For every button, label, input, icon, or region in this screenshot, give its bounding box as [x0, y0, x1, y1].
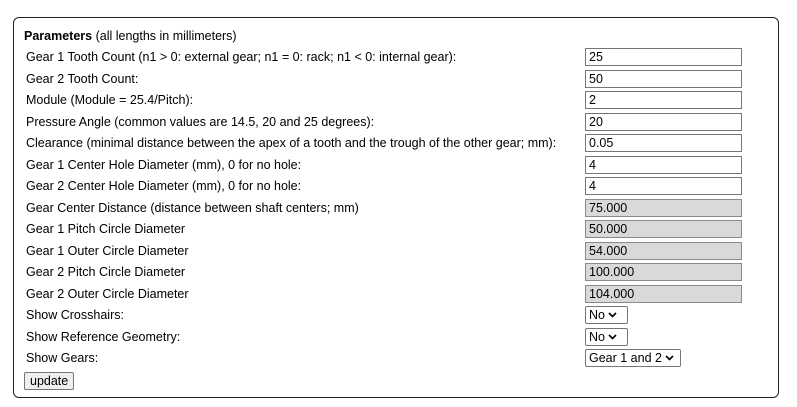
update-button[interactable]: update [24, 372, 74, 390]
module-label: Module (Module = 25.4/Pitch): [26, 93, 194, 107]
gear1-pitch-output [585, 220, 742, 238]
pressure-angle-input[interactable] [585, 113, 742, 131]
legend-title: Parameters [24, 29, 93, 43]
module-input[interactable] [585, 91, 742, 109]
row-clearance [14, 133, 778, 154]
row-gear2-outer [14, 284, 778, 305]
show-reference-label: Show Reference Geometry: [26, 329, 181, 344]
row-gear2-tooth-count [14, 69, 778, 90]
show-gears-value: Gear 1 and 2 [589, 351, 662, 365]
center-distance-output [585, 199, 742, 217]
row-gear1-hole [14, 155, 778, 176]
show-reference-select[interactable] [585, 328, 628, 346]
gear1-pitch-label: Gear 1 Pitch Circle Diameter [26, 222, 186, 236]
gear1-tooth-count-label: Gear 1 Tooth Count (n1 > 0: external gear; n1 = 0: rack; n1 < 0: internal gear): [26, 50, 457, 64]
gear2-tooth-count-input[interactable] [585, 70, 742, 88]
show-crosshairs-label: Show Crosshairs: [26, 308, 124, 322]
row-gear2-hole [14, 176, 778, 197]
show-crosshairs-value: No [589, 308, 605, 322]
row-gear1-pitch [14, 219, 778, 240]
gear2-tooth-count-label: Gear 2 Tooth Count: [26, 71, 139, 86]
gear2-pitch-output [585, 263, 742, 281]
row-show-crosshairs [14, 305, 778, 326]
show-crosshairs-select[interactable] [585, 306, 628, 324]
row-gear1-tooth-count [14, 47, 778, 68]
gear2-hole-input[interactable] [585, 177, 742, 195]
gear2-pitch-label: Gear 2 Pitch Circle Diameter [26, 265, 186, 279]
gear2-outer-label: Gear 2 Outer Circle Diameter [26, 286, 189, 301]
gear1-tooth-count-input[interactable] [585, 48, 742, 66]
chevron-down-icon [608, 312, 617, 318]
row-show-reference [14, 327, 778, 348]
center-distance-label: Gear Center Distance (distance between shaft centers; mm) [26, 200, 359, 215]
chevron-down-icon [608, 334, 617, 340]
gear2-hole-label: Gear 2 Center Hole Diameter (mm), 0 for no hole: [26, 179, 302, 193]
legend-note: (all lengths in millimeters) [92, 29, 237, 43]
row-gear2-pitch [14, 262, 778, 283]
parameters-fieldset [13, 17, 779, 398]
row-module [14, 90, 778, 111]
clearance-label: Clearance (minimal distance between the apex of a tooth and the trough of the other gear; mm): [26, 136, 557, 150]
show-reference-value: No [589, 329, 605, 344]
gear2-outer-output [585, 285, 742, 303]
clearance-input[interactable] [585, 134, 742, 152]
row-center-distance [14, 198, 778, 219]
parameters-legend [24, 28, 237, 44]
gear1-outer-output [585, 242, 742, 260]
row-gear1-outer [14, 241, 778, 262]
chevron-down-icon [665, 355, 674, 361]
gear1-hole-input[interactable] [585, 156, 742, 174]
show-gears-label: Show Gears: [26, 351, 99, 365]
gear1-hole-label: Gear 1 Center Hole Diameter (mm), 0 for no hole: [26, 157, 302, 172]
pressure-angle-label: Pressure Angle (common values are 14.5, 20 and 25 degrees): [26, 114, 375, 129]
gear1-outer-label: Gear 1 Outer Circle Diameter [26, 243, 189, 258]
row-show-gears [14, 348, 778, 369]
show-gears-select[interactable] [585, 349, 681, 367]
row-pressure-angle [14, 112, 778, 133]
